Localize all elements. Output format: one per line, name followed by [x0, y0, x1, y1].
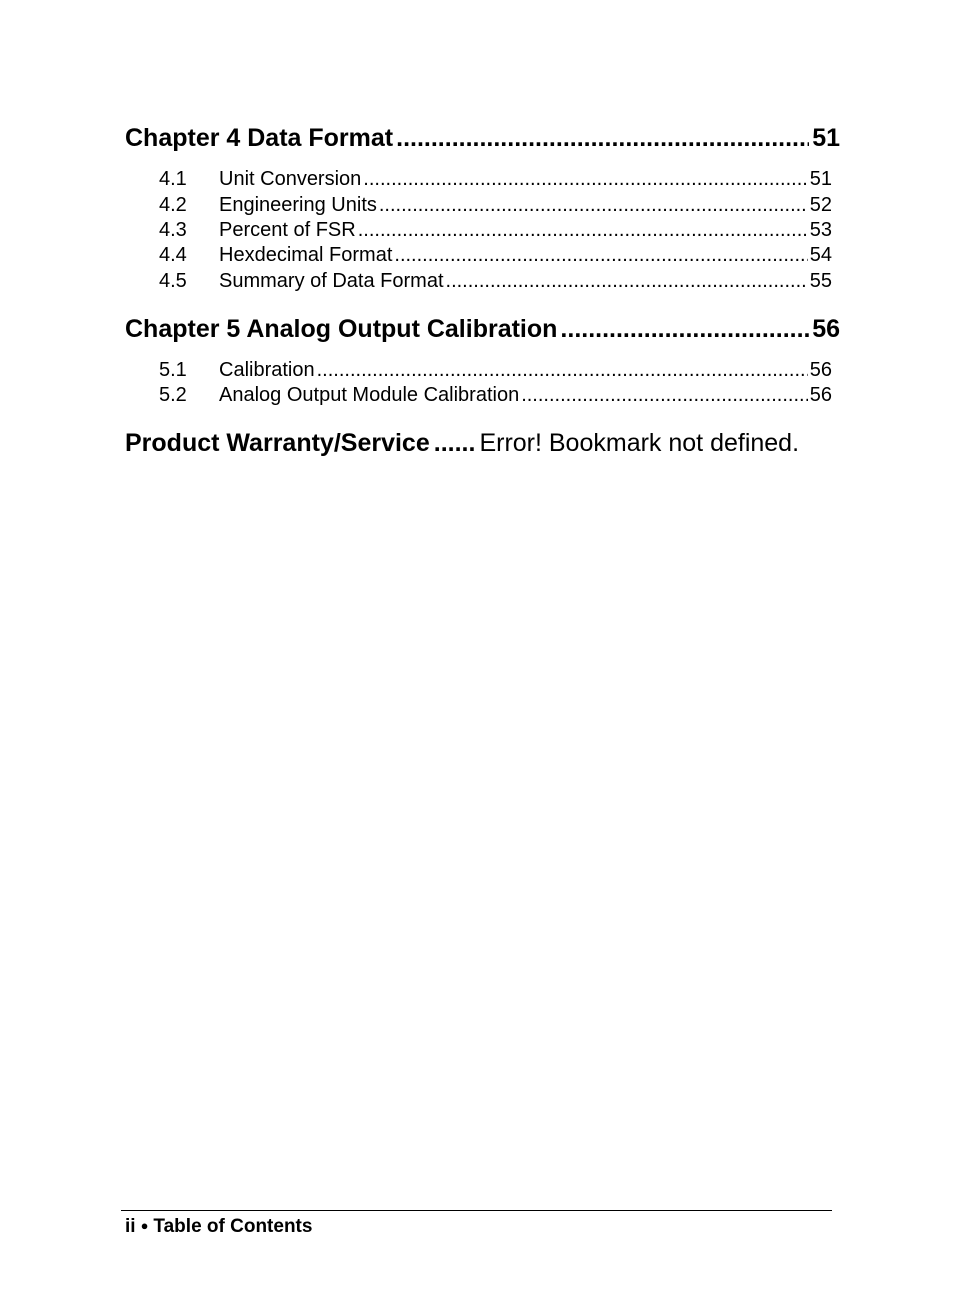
dot-leader [521, 384, 808, 407]
dot-leader [379, 194, 808, 217]
section-title: Summary of Data Format [219, 270, 444, 292]
section-title: Hexdecimal Format [219, 244, 393, 266]
section-title: Unit Conversion [219, 168, 362, 190]
dot-leader [560, 315, 809, 344]
section-page: 52 [809, 194, 832, 216]
toc-entry-4-1[interactable] [159, 168, 832, 191]
dot-leader [446, 270, 808, 293]
section-number: 5.2 [159, 384, 187, 406]
section-number: 4.3 [159, 219, 187, 241]
section-number: 4.2 [159, 194, 187, 216]
dot-leader [358, 219, 808, 242]
toc-entry-4-4[interactable] [159, 244, 832, 267]
toc-entry-5-1[interactable] [159, 359, 832, 382]
section-title: Engineering Units [219, 194, 377, 216]
footer-section-title: Table of Contents [153, 1216, 313, 1237]
dot-leader [363, 168, 807, 191]
toc-entry-4-2[interactable] [159, 194, 832, 217]
section-page: 55 [809, 270, 832, 292]
section-title: Calibration [219, 359, 315, 381]
bookmark-error-text: Error! Bookmark not defined. [479, 429, 800, 457]
toc-chapter-5[interactable] [125, 315, 840, 344]
toc-entry-5-2[interactable] [159, 384, 832, 407]
section-page: 56 [809, 384, 832, 406]
warranty-dots: ...... [433, 429, 476, 457]
footer-rule [121, 1210, 832, 1211]
chapter-page: 56 [812, 315, 840, 343]
section-page: 54 [809, 244, 832, 266]
toc-chapter-4[interactable] [125, 124, 840, 153]
footer-page-label: ii [125, 1216, 136, 1237]
warranty-title: Product Warranty/Service [125, 429, 430, 457]
chapter-title: Chapter 5 Analog Output Calibration [125, 315, 558, 343]
page-footer [125, 1216, 312, 1238]
dot-leader [317, 359, 808, 382]
toc-entry-4-5[interactable] [159, 270, 832, 293]
bullet-icon: ● [140, 1218, 149, 1233]
section-page: 56 [809, 359, 832, 381]
toc-warranty-entry[interactable] [125, 429, 845, 458]
section-number: 4.4 [159, 244, 187, 266]
section-number: 5.1 [159, 359, 187, 381]
section-title: Percent of FSR [219, 219, 356, 241]
chapter-page: 51 [812, 124, 840, 152]
section-page: 53 [809, 219, 832, 241]
section-title: Analog Output Module Calibration [219, 384, 520, 406]
dot-leader [394, 244, 807, 267]
chapter-title: Chapter 4 Data Format [125, 124, 394, 152]
toc-entry-4-3[interactable] [159, 219, 832, 242]
dot-leader [396, 124, 809, 153]
section-number: 4.1 [159, 168, 187, 190]
section-page: 51 [809, 168, 832, 190]
section-number: 4.5 [159, 270, 187, 292]
